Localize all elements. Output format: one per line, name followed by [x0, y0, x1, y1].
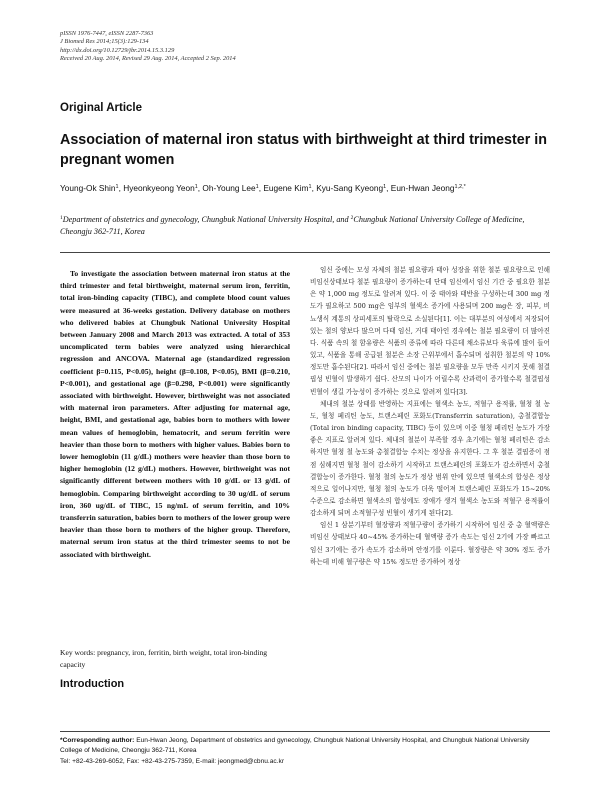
body-paragraph: 임신 중에는 모성 자체의 철분 필요량과 태아 성장을 위한 철분 필요량으로 인해 비임신상태보다 철분 필요량이 증가하는데 단태 임신에서 임신 기간 중 필요한 철분은 약 1,000 mg 정도로 알려져 있다. 이 중 태아와 태반을 구성하는데 300 mg 정도가 필요하고 500 mg은 임부의 혈색소 증가에 사용되며 200 mg은 장, 피부, 비뇨생식 계통의 상피세포의 탈락으로 소실된다[1]. 이는 대부분의 여성에서 저장되어 있는 철의 양보다 많으며 다태 임신, 거대 태아인 경우에는 철분 필요량이 더 많아진다. 식품 속의 철 함유량은 식품의 종류에 따라 다른데 채소류보다 육류에 많이 들어있고, 식품을 통해 공급된 철분은 소장 근위부에서 흡수되며 섭취한 철분의 약 10% 정도만 흡수된다[2]. 따라서 임신 중에는 철분 필요량을 모두 만족 시키지 못해 철결핍성 빈혈이 발생하기 쉽다. 산모의 나이가 어릴수록 산과력이 증가할수록 철결핍성 빈혈이 생길 가능성이 증가하는 것으로 알려져 있다[3]. — [310, 266, 550, 396]
keywords-text: pregnancy, iron, ferritin, birth weight, total iron-binding capacity — [60, 648, 268, 669]
journal-meta — [60, 30, 236, 64]
affiliation-2: Chungbuk National University College of Medicine, Cheongju 362-711, Korea — [60, 215, 525, 236]
affiliation-1: Department of obstetrics and gynecology, Chungbuk National University Hospital, and — [62, 215, 349, 224]
keywords-label: Key words: — [60, 648, 96, 657]
author-list — [60, 183, 560, 193]
corresponding-author-label: *Corresponding author: — [60, 737, 135, 744]
corresponding-author-text: Eun-Hwan Jeong, Department of obstetrics and gynecology, Chungbuk National University Hospital, and Chungbuk National University College of Medicine, Cheongju 362-711, Korea — [60, 737, 530, 755]
author: Hyeonkyeong Yeon$^1$, — [123, 183, 203, 193]
author: Kyu-Sang Kyeong$^1$, — [316, 183, 391, 193]
body-paragraph: 체내의 철분 상태를 반영하는 지표에는 혈색소 농도, 적혈구 용적률, 혈청 철 농도, 혈청 페리틴 농도, 트랜스페린 포화도(Transferrin saturation), 총철결합능(Total iron binding capacity, TIBC) 등이 있으며 이중 혈청 페리틴 농도가 가장 좋은 지표로 알려져 있다. 체내의 철분이 부족할 경우 초기에는 혈청 페리틴은 감소하지만 혈청 철 농도와 총철결합능 수치는 정상을 유지한다. 그 후 철분 결핍증이 점점 심해지면 혈청 철이 감소하기 시작하고 트랜스페린의 포화도가 감소하면서 총철결합능이 증가한다. 혈청 철의 농도가 정상 범위 안에 있으면 혈색소의 합성은 정상적으로 일어나지만, 혈청 철의 농도가 더욱 떨어져 트랜스페린 포화도가 15~20% 수준으로 감소하면 혈색소의 합성에도 장애가 생겨 혈색소 농도와 적혈구 용적률이 감소하게 되며 소적혈구성 빈혈이 생기게 된다[2]. — [310, 399, 550, 518]
corresponding-author-footer — [60, 736, 550, 767]
author: Young-Ok Shin$^1$, — [60, 183, 124, 193]
footer-divider — [60, 731, 550, 732]
body-text-column — [310, 264, 550, 568]
paper-title: Association of maternal iron status with birthweight at third trimester in pregnant women — [60, 132, 547, 168]
doi-link[interactable]: http://dx.doi.org/10.12729/jbr.2014.15.3.129 — [60, 46, 175, 54]
author: Oh-Young Lee$^1$, — [202, 183, 264, 193]
issn-line: pISSN 1976-7447, eISSN 2287-7363 — [60, 30, 154, 37]
dates-line: Received 20 Aug. 2014, Revised 29 Aug. 2014, Accepted 2 Sep. 2014 — [60, 55, 236, 63]
affiliations: $^1$Department of obstetrics and gynecology, Chungbuk National University Hospital, and $^2$Chungbuk National University College of Medicine, Cheongju 362-711, Korea — [60, 215, 525, 236]
journal-citation: J Biomed Res 2014;15(3):129-134 — [60, 38, 149, 46]
introduction-heading: Introduction — [60, 678, 125, 690]
article-type: Original Article — [60, 102, 143, 114]
abstract: To investigate the association between maternal iron status at the third trimester and fetal birthweight, maternal serum iron, ferritin, total iron-binding capacity (TIBC), and complete blood count values were measured at 36-weeks gestation. Delivery database on mothers who delivered babies at Chungbuk National University Hospital between January 2008 and March 2013 was extracted. A total of 353 uncomplicated term babies were analyzed using hierarchical regression and ANCOVA. Maternal age (standardized regression coefficient β=0.115, P<0.05), height (β=0.108, P<0.05), BMI (β=0.210, P<0.001), and gestational age (β=0.298, P<0.001) were significantly associated with birthweight. However, birthweight was not associated with maternal iron parameters. After adjusting for maternal age, height, BMI, and gestational age, babies born to mothers with lower mean values of hemoglobin, hematocrit, and serum ferritin were heavier than those born to mothers with higher values. Babies born to lower hemoglobin (11 g/dL) mothers were heavier than those born to higher hemoglobin (12 g/dL) mothers. However, birthweight was not significantly different between mothers with 10 g/dL or 13 g/dL of hemoglobin. Comparing birthweight according to 30 ug/dL of serum iron, 360 ug/dL of TIBC, 15 ng/mL of serum ferritin, and 10% transferrin saturation, babies born to mothers of the lower group were heavier than those born to mothers of the higher group. Therefore, maternal serum iron status at the third trimester seems to not be associated with birthweight. — [60, 269, 290, 559]
body-paragraph: 임신 1 삼분기부터 혈장량과 적혈구량이 증가하기 시작하여 임신 중 총 혈액량은 비임신 상태보다 40~45% 증가하는데 혈액량 증가 속도는 임신 2기에 가장 빠르고 임신 3기에는 증가 속도가 감소하며 안정기를 이룬다. 혈장량은 약 30% 정도 증가하는데 비해 혈구량은 약 15% 정도만 증가하여 정상 — [310, 521, 550, 566]
author: Eugene Kim$^1$, — [263, 183, 317, 193]
keywords — [60, 647, 290, 670]
header-divider — [60, 252, 550, 253]
author: Eun-Hwan Jeong$^{1,2,*}$ — [390, 183, 466, 193]
contact-line: Tel: +82-43-269-6052, Fax: +82-43-275-7359, E-mail: jeongmed@cbnu.ac.kr — [60, 757, 285, 765]
